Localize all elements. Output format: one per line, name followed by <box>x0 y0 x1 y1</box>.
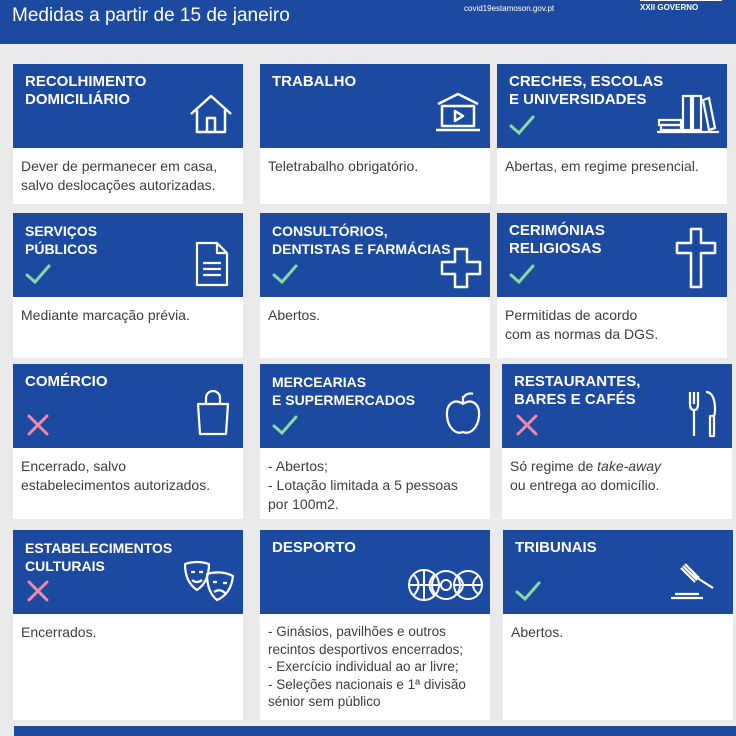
government-label: XXII GOVERNO <box>640 3 699 12</box>
card-servicos-publicos <box>13 213 243 358</box>
check-icon <box>509 114 535 136</box>
card-title: CERIMÓNIAS RELIGIOSAS <box>509 222 605 257</box>
check-icon <box>509 263 535 285</box>
theater-masks-icon <box>183 560 235 604</box>
card-title: DESPORTO <box>272 539 356 556</box>
footer-bar <box>14 726 736 736</box>
cross-icon <box>514 414 540 436</box>
shopping-bag-icon <box>195 390 231 436</box>
card-description: Só regime de take-away ou entrega ao domicílio. <box>510 458 661 493</box>
card-description: Encerrados. <box>21 624 97 640</box>
card-title: CONSULTÓRIOS, DENTISTAS E FARMÁCIAS <box>272 223 451 257</box>
card-consultorios <box>260 213 490 358</box>
card-title: TRABALHO <box>272 73 357 90</box>
card-description: Abertas, em regime presencial. <box>505 158 699 174</box>
card-description: Teletrabalho obrigatório. <box>268 158 419 174</box>
card-title: SERVIÇOS PÚBLICOS <box>25 223 98 257</box>
laptop-icon <box>434 90 482 138</box>
check-icon <box>25 263 51 285</box>
medical-cross-icon <box>440 247 482 289</box>
cross-icon <box>25 414 51 436</box>
gavel-icon <box>665 560 725 604</box>
page-title: Medidas a partir de 15 de janeiro <box>12 5 290 26</box>
card-title: RESTAURANTES, BARES E CAFÉS <box>514 373 641 408</box>
cross-icon <box>25 580 51 602</box>
card-recolhimento <box>13 64 243 204</box>
card-title: TRIBUNAIS <box>515 539 597 556</box>
card-mercearias <box>260 364 490 519</box>
apple-icon <box>444 390 482 436</box>
card-cerimonias <box>497 213 727 358</box>
card-title: COMÉRCIO <box>25 373 108 390</box>
card-trabalho <box>260 64 490 204</box>
books-icon <box>657 90 719 138</box>
card-title: CRECHES, ESCOLAS E UNIVERSIDADES <box>509 73 664 108</box>
card-description: Permitidas de acordo com as normas da DGS. <box>505 307 659 342</box>
sports-balls-icon <box>408 568 484 602</box>
card-description: Abertos. <box>511 624 564 640</box>
card-description: Abertos. <box>268 307 321 323</box>
religious-cross-icon <box>675 227 717 289</box>
card-description: Encerrado, salvo estabelecimentos autorizados. <box>21 458 211 493</box>
government-divider <box>640 0 722 1</box>
card-description: Dever de permanecer em casa, salvo deslocações autorizadas. <box>21 158 218 193</box>
cutlery-icon <box>686 390 720 438</box>
card-title: RECOLHIMENTO DOMICILIÁRIO <box>25 73 147 108</box>
card-title: ESTABELECIMENTOS CULTURAIS <box>25 540 173 574</box>
card-title: MERCEARIAS E SUPERMERCADOS <box>272 374 416 408</box>
check-icon <box>515 580 541 602</box>
card-description: - Abertos; - Lotação limitada a 5 pessoas por 100m2. <box>268 458 458 512</box>
card-description: Mediante marcação prévia. <box>21 307 190 323</box>
card-creches <box>497 64 727 204</box>
card-tribunais <box>503 530 733 720</box>
card-comercio <box>13 364 243 519</box>
card-restaurantes <box>502 364 732 519</box>
card-description: - Ginásios, pavilhões e outros recintos desportivos encerrados; - Exercício individual ao ar livre; - Seleções nacionais e 1ª divisão sénior sem público <box>268 624 466 709</box>
card-desporto <box>260 530 490 720</box>
document-icon <box>187 239 235 287</box>
card-estabelecimentos-culturais <box>13 530 243 720</box>
house-icon <box>187 90 235 138</box>
header-bar <box>0 0 736 44</box>
check-icon <box>272 414 298 436</box>
website-url[interactable]: covid19estamoson.gov.pt <box>464 4 555 13</box>
check-icon <box>272 263 298 285</box>
